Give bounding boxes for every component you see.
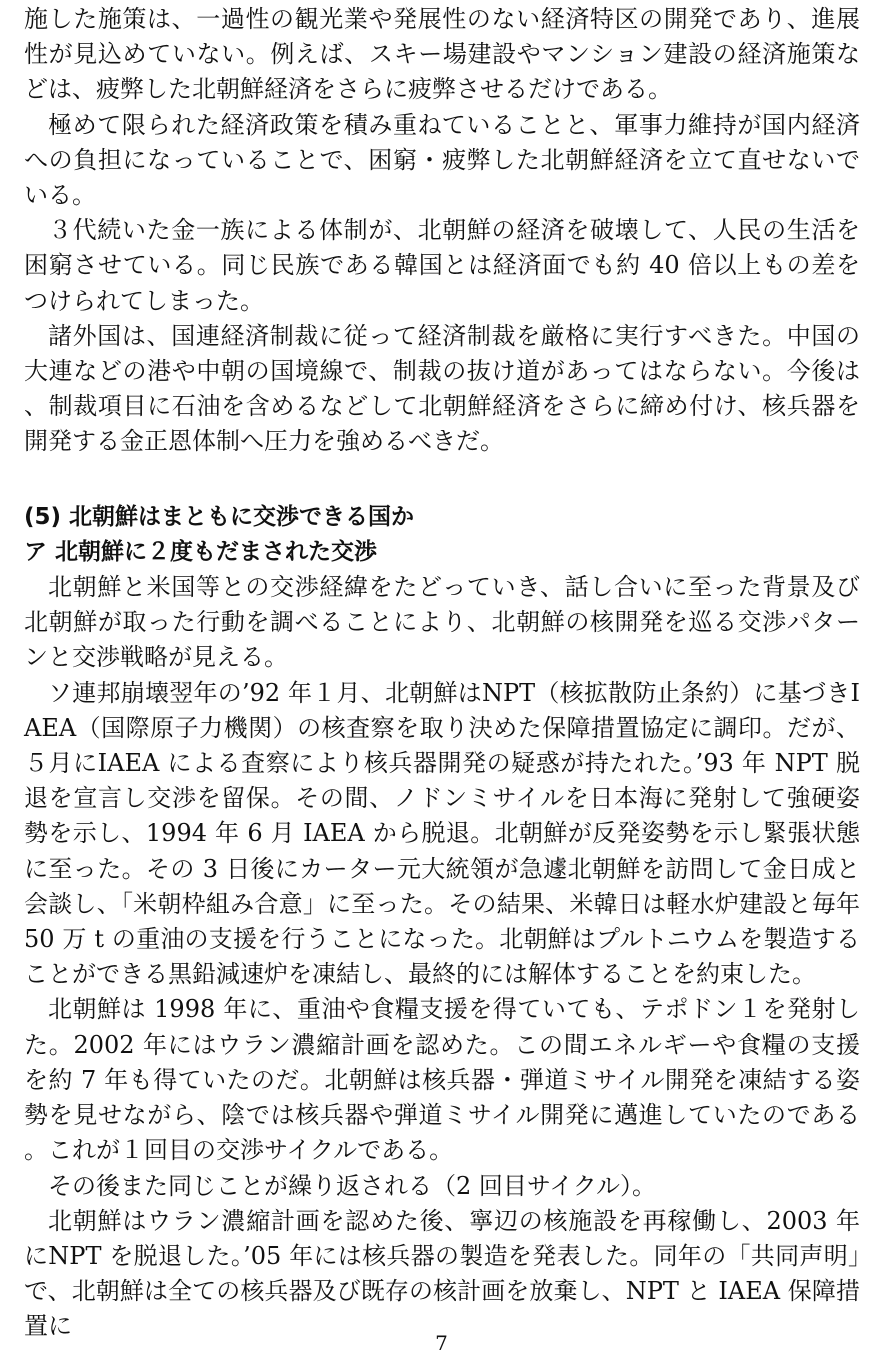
body-paragraph-2: ソ連邦崩壊翌年の’92 年１月、北朝鮮はNPT（核拡散防止条約）に基づきIAEA（国際原子力機関）の核査察を取り決めた保障措置協定に調印。だが、５月にIAEA による査察により核兵器開発の疑惑が持たれた。’93 年 NPT 脱退を宣言し交渉を留保。その間、ノドンミサイルを日本海に発射して強硬姿勢を示し、1994 年 6 月 IAEA から脱退。北朝鮮が反発姿勢を示し緊張状態に至った。その 3 日後にカーター元大統領が急遽北朝鮮を訪問して金日成と会談し、「米朝枠組み合意」に至った。その結果、米韓日は軽水炉建設と毎年 50 万 t の重油の支援を行うことになった。北朝鮮はプルトニウムを製造することができる黒鉛減速炉を凍結し、最終的には解体することを約束した。 bbox=[24, 678, 860, 989]
body-paragraph-4: その後また同じことが繰り返される（2 回目サイクル）。 bbox=[48, 1171, 657, 1200]
intro-paragraph-3: ３代続いた金一族による体制が、北朝鮮の経済を破壊して、人民の生活を困窮させている。同じ民族である韓国とは経済面でも約 40 倍以上もの差をつけられてしまった。 bbox=[24, 216, 860, 315]
body-paragraph-5: 北朝鮮はウラン濃縮計画を認めた後、寧辺の核施設を再稼働し、2003 年にNPT を脱退した。’05 年には核兵器の製造を発表した。同年の「共同声明」で、北朝鮮は全ての核兵器及び既存の核計画を放棄し、NPT と IAEA 保障措置に bbox=[24, 1206, 860, 1341]
body-paragraph-1: 北朝鮮と米国等との交渉経緯をたどっていき、話し合いに至った背景及び北朝鮮が取った行動を調べることにより、北朝鮮の核開発を巡る交渉パターンと交渉戦略が見える。 bbox=[24, 573, 860, 672]
section-spacer bbox=[24, 460, 860, 500]
section-heading: (5) 北朝鮮はまともに交渉できる国か bbox=[24, 503, 415, 530]
intro-paragraph-2: 極めて限られた経済政策を積み重ねていることと、軍事力維持が国内経済への負担になっていることで、困窮・疲弊した北朝鮮経済を立て直せないでいる。 bbox=[24, 110, 860, 210]
document-page bbox=[24, 2, 860, 1345]
section-subheading: ア 北朝鮮に２度もだまされた交渉 bbox=[24, 538, 378, 565]
page-number: 7 bbox=[435, 1331, 448, 1355]
intro-paragraph-4: 諸外国は、国連経済制裁に従って経済制裁を厳格に実行すべきた。中国の大連などの港や中朝の国境線で、制裁の抜け道があってはならない。今後は、制裁項目に石油を含めるなどして北朝鮮経済をさらに締め付け、核兵器を開発する金正恩体制へ圧力を強めるべきだ。 bbox=[24, 321, 860, 456]
body-paragraph-3: 北朝鮮は 1998 年に、重油や食糧支援を得ていても、テポドン１を発射した。2002 年にはウラン濃縮計画を認めた。この間エネルギーや食糧の支援を約 7 年も得ていたのだ。北朝鮮は核兵器・弾道ミサイル開発を凍結する姿勢を見せながら、陰では核兵器や弾道ミサイル開発に邁進していたのである。これが１回目の交渉サイクルである。 bbox=[24, 995, 860, 1165]
intro-paragraph-1: 施した施策は、一過性の観光業や発展性のない経済特区の開発であり、進展性が見込めていない。例えば、スキー場建設やマンション建設の経済施策などは、疲弊した北朝鮮経済をさらに疲弊させるだけである。 bbox=[24, 5, 860, 104]
